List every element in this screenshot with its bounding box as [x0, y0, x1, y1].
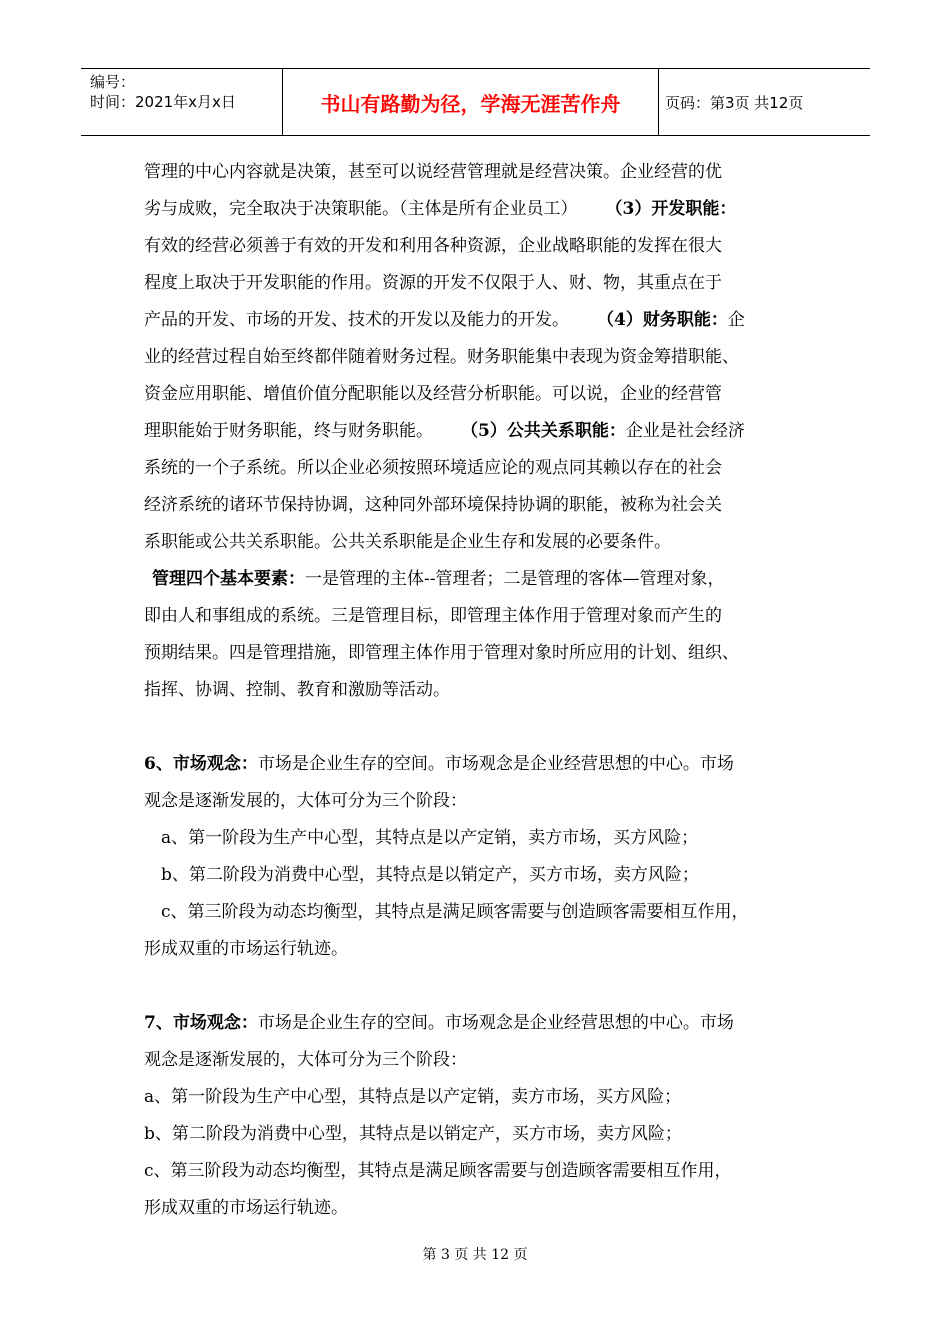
page-footer: 第 3 页 共 12 页	[422, 1247, 528, 1263]
body-line: 理职能始于财务职能，终与财务职能。 （5）公共关系职能：企业是社会经济	[144, 421, 745, 441]
body-line: 系职能或公共关系职能。公共关系职能是企业生存和发展的必要条件。	[144, 532, 671, 552]
list-item: c、第三阶段为动态均衡型，其特点是满足顾客需要与创造顾客需要相互作用，	[144, 1161, 732, 1181]
document-number: 编号：	[90, 73, 136, 91]
body-line: 经济系统的诸环节保持协调，这种同外部环境保持协调的职能，被称为社会关	[144, 495, 722, 515]
body-line: 观念是逐渐发展的，大体可分为三个阶段：	[144, 1050, 467, 1070]
body-line: 业的经营过程自始至终都伴随着财务过程。财务职能集中表现为资金筹措职能、	[144, 347, 739, 367]
body-line: 有效的经营必须善于有效的开发和利用各种资源，企业战略职能的发挥在很大	[144, 236, 722, 256]
body-line: 管理的中心内容就是决策，甚至可以说经营管理就是经营决策。企业经营的优	[144, 162, 722, 182]
list-item: a、第一阶段为生产中心型，其特点是以产定销，卖方市场，买方风险；	[161, 828, 699, 848]
document-date: 时间：2021年x月x日	[90, 93, 236, 111]
body-line: 程度上取决于开发职能的作用。资源的开发不仅限于人、财、物，其重点在于	[144, 273, 722, 293]
body-line: 观念是逐渐发展的，大体可分为三个阶段：	[144, 791, 467, 811]
list-item: c、第三阶段为动态均衡型，其特点是满足顾客需要与创造顾客需要相互作用，	[161, 902, 749, 922]
body-line: 即由人和事组成的系统。三是管理目标，即管理主体作用于管理对象而产生的	[144, 606, 722, 626]
body-line: 劣与成败，完全取决于决策职能。（主体是所有企业员工） （3）开发职能：	[144, 199, 737, 219]
list-item: a、第一阶段为生产中心型，其特点是以产定销，卖方市场，买方风险；	[144, 1087, 682, 1107]
page-header	[81, 68, 870, 136]
body-line: 形成双重的市场运行轨迹。	[144, 939, 348, 959]
section-7-heading-line: 7、市场观念：市场是企业生存的空间。市场观念是企业经营思想的中心。市场	[144, 1013, 734, 1033]
list-item: b、第二阶段为消费中心型，其特点是以销定产，买方市场，卖方风险；	[144, 1124, 682, 1144]
header-page-info: 页码：第3页 共12页	[665, 93, 804, 112]
body-line: 产品的开发、市场的开发、技术的开发以及能力的开发。 （4）财务职能：企	[144, 310, 745, 330]
body-line: 预期结果。四是管理措施，即管理主体作用于管理对象时所应用的计划、组织、	[144, 643, 739, 663]
body-line: 形成双重的市场运行轨迹。	[144, 1198, 348, 1218]
header-motto: 书山有路勤为径，学海无涯苦作舟	[283, 69, 659, 135]
body-line: 系统的一个子系统。所以企业必须按照环境适应论的观点同其赖以存在的社会	[144, 458, 722, 478]
body-line: 资金应用职能、增值价值分配职能以及经营分析职能。可以说，企业的经营管	[144, 384, 722, 404]
section-6-heading-line: 6、市场观念：市场是企业生存的空间。市场观念是企业经营思想的中心。市场	[144, 754, 734, 774]
body-line: 指挥、协调、控制、教育和激励等活动。	[144, 680, 450, 700]
document-body	[144, 154, 824, 1227]
header-meta	[81, 69, 283, 135]
body-line: 管理四个基本要素：一是管理的主体--管理者；二是管理的客体—管理对象，	[152, 569, 725, 589]
list-item: b、第二阶段为消费中心型，其特点是以销定产，买方市场，卖方风险；	[161, 865, 699, 885]
